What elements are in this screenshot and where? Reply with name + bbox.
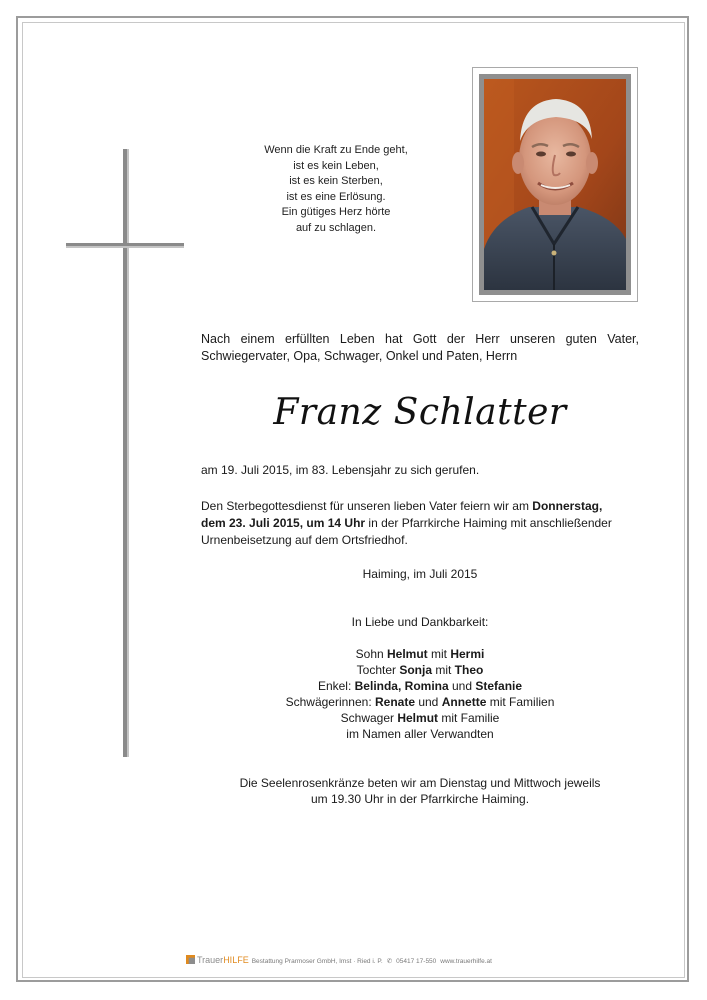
portrait-photo xyxy=(484,79,626,290)
relation-label: Sohn xyxy=(355,647,387,661)
service-text: Den Sterbegottesdienst für unseren lieben Vater feiern wir am xyxy=(201,499,533,513)
relation-label: Enkel: xyxy=(317,679,355,693)
rosary-line: Die Seelenrosenkränze beten wir am Dienstag und Mittwoch jeweils xyxy=(239,776,601,790)
family-member: Belinda, Romina xyxy=(354,679,449,693)
rosary-line: um 19.30 Uhr in der Pfarrkirche Haiming. xyxy=(310,792,530,806)
relation-label: Tochter xyxy=(356,663,400,677)
portrait-frame xyxy=(472,67,638,302)
family-brother-in-law xyxy=(200,710,640,726)
intro-text: Nach einem erfüllten Leben hat Gott der Herr unseren guten Vater, Schwiegervater, Opa, Schwager, Onkel und Paten, Herrn xyxy=(201,332,639,363)
poem-line: ist es kein Sterben, xyxy=(289,175,383,187)
place-and-date: Haiming, im Juli 2015 xyxy=(362,567,478,581)
family-member: Sonja xyxy=(399,663,432,677)
rosary-notice xyxy=(200,775,640,807)
family-member: Annette xyxy=(441,695,487,709)
service-line-3: Urnenbeisetzung auf dem Ortsfriedhof. xyxy=(201,533,408,547)
footer-company: Bestattung Prarmoser GmbH, Imst · Ried i. P. xyxy=(251,958,383,965)
service-date-time: dem 23. Juli 2015, um 14 Uhr xyxy=(201,516,366,530)
gratitude-heading: In Liebe und Dankbarkeit: xyxy=(351,615,489,629)
family-relatives: im Namen aller Verwandten xyxy=(346,727,494,741)
footer-web[interactable]: www.trauerhilfe.at xyxy=(440,958,492,965)
footer-phone: 05417 17-550 xyxy=(396,958,437,965)
poem-line: Ein gütiges Herz hörte xyxy=(281,206,391,218)
family-grandchildren xyxy=(200,678,640,694)
cross-vertical-bar xyxy=(123,149,129,757)
family-member: Theo xyxy=(454,663,484,677)
family-sisters-in-law xyxy=(200,694,640,710)
connector: mit Familie xyxy=(438,711,500,725)
brand-name: Trauer xyxy=(197,955,224,965)
family-son xyxy=(200,646,640,662)
connector: mit xyxy=(432,663,455,677)
family-member: Hermi xyxy=(450,647,485,661)
footer-brand xyxy=(197,955,249,965)
trauerhilfe-logo-icon xyxy=(186,955,195,964)
brand-name-accent: HILFE xyxy=(223,955,249,965)
service-line-1 xyxy=(201,498,641,515)
poem-line: auf zu schlagen. xyxy=(295,221,377,234)
service-day: Donnerstag, xyxy=(532,499,603,513)
family-list xyxy=(200,646,640,742)
portrait-mat xyxy=(479,74,631,295)
family-member: Stefanie xyxy=(475,679,523,693)
cross-horizontal-bar xyxy=(66,243,184,248)
footer xyxy=(186,954,546,966)
service-line-2 xyxy=(201,515,641,532)
poem-line: Wenn die Kraft zu Ende geht, xyxy=(264,144,408,156)
connector: mit Familien xyxy=(486,695,555,709)
funeral-service-text xyxy=(201,498,641,549)
service-text: in der Pfarrkirche Haiming mit anschließender xyxy=(365,516,612,530)
family-member: Helmut xyxy=(387,647,428,661)
family-daughter xyxy=(200,662,640,678)
family-member: Renate xyxy=(374,695,415,709)
connector: mit xyxy=(427,647,451,661)
deceased-name: Franz Schlatter xyxy=(273,392,567,433)
family-member: Helmut xyxy=(397,711,439,725)
connector: und xyxy=(448,679,476,693)
poem-line: ist es eine Erlösung. xyxy=(286,190,386,203)
portrait-illustration xyxy=(484,79,626,290)
poem-line: ist es kein Leben, xyxy=(293,159,379,172)
connector: und xyxy=(415,695,442,709)
footer-phone-icon: ✆ xyxy=(386,958,393,965)
death-date-text: am 19. Juli 2015, im 83. Lebensjahr zu sich gerufen. xyxy=(201,463,480,477)
relation-label: Schwager xyxy=(340,711,398,725)
relation-label: Schwägerinnen: xyxy=(285,695,375,709)
poem xyxy=(246,143,426,236)
